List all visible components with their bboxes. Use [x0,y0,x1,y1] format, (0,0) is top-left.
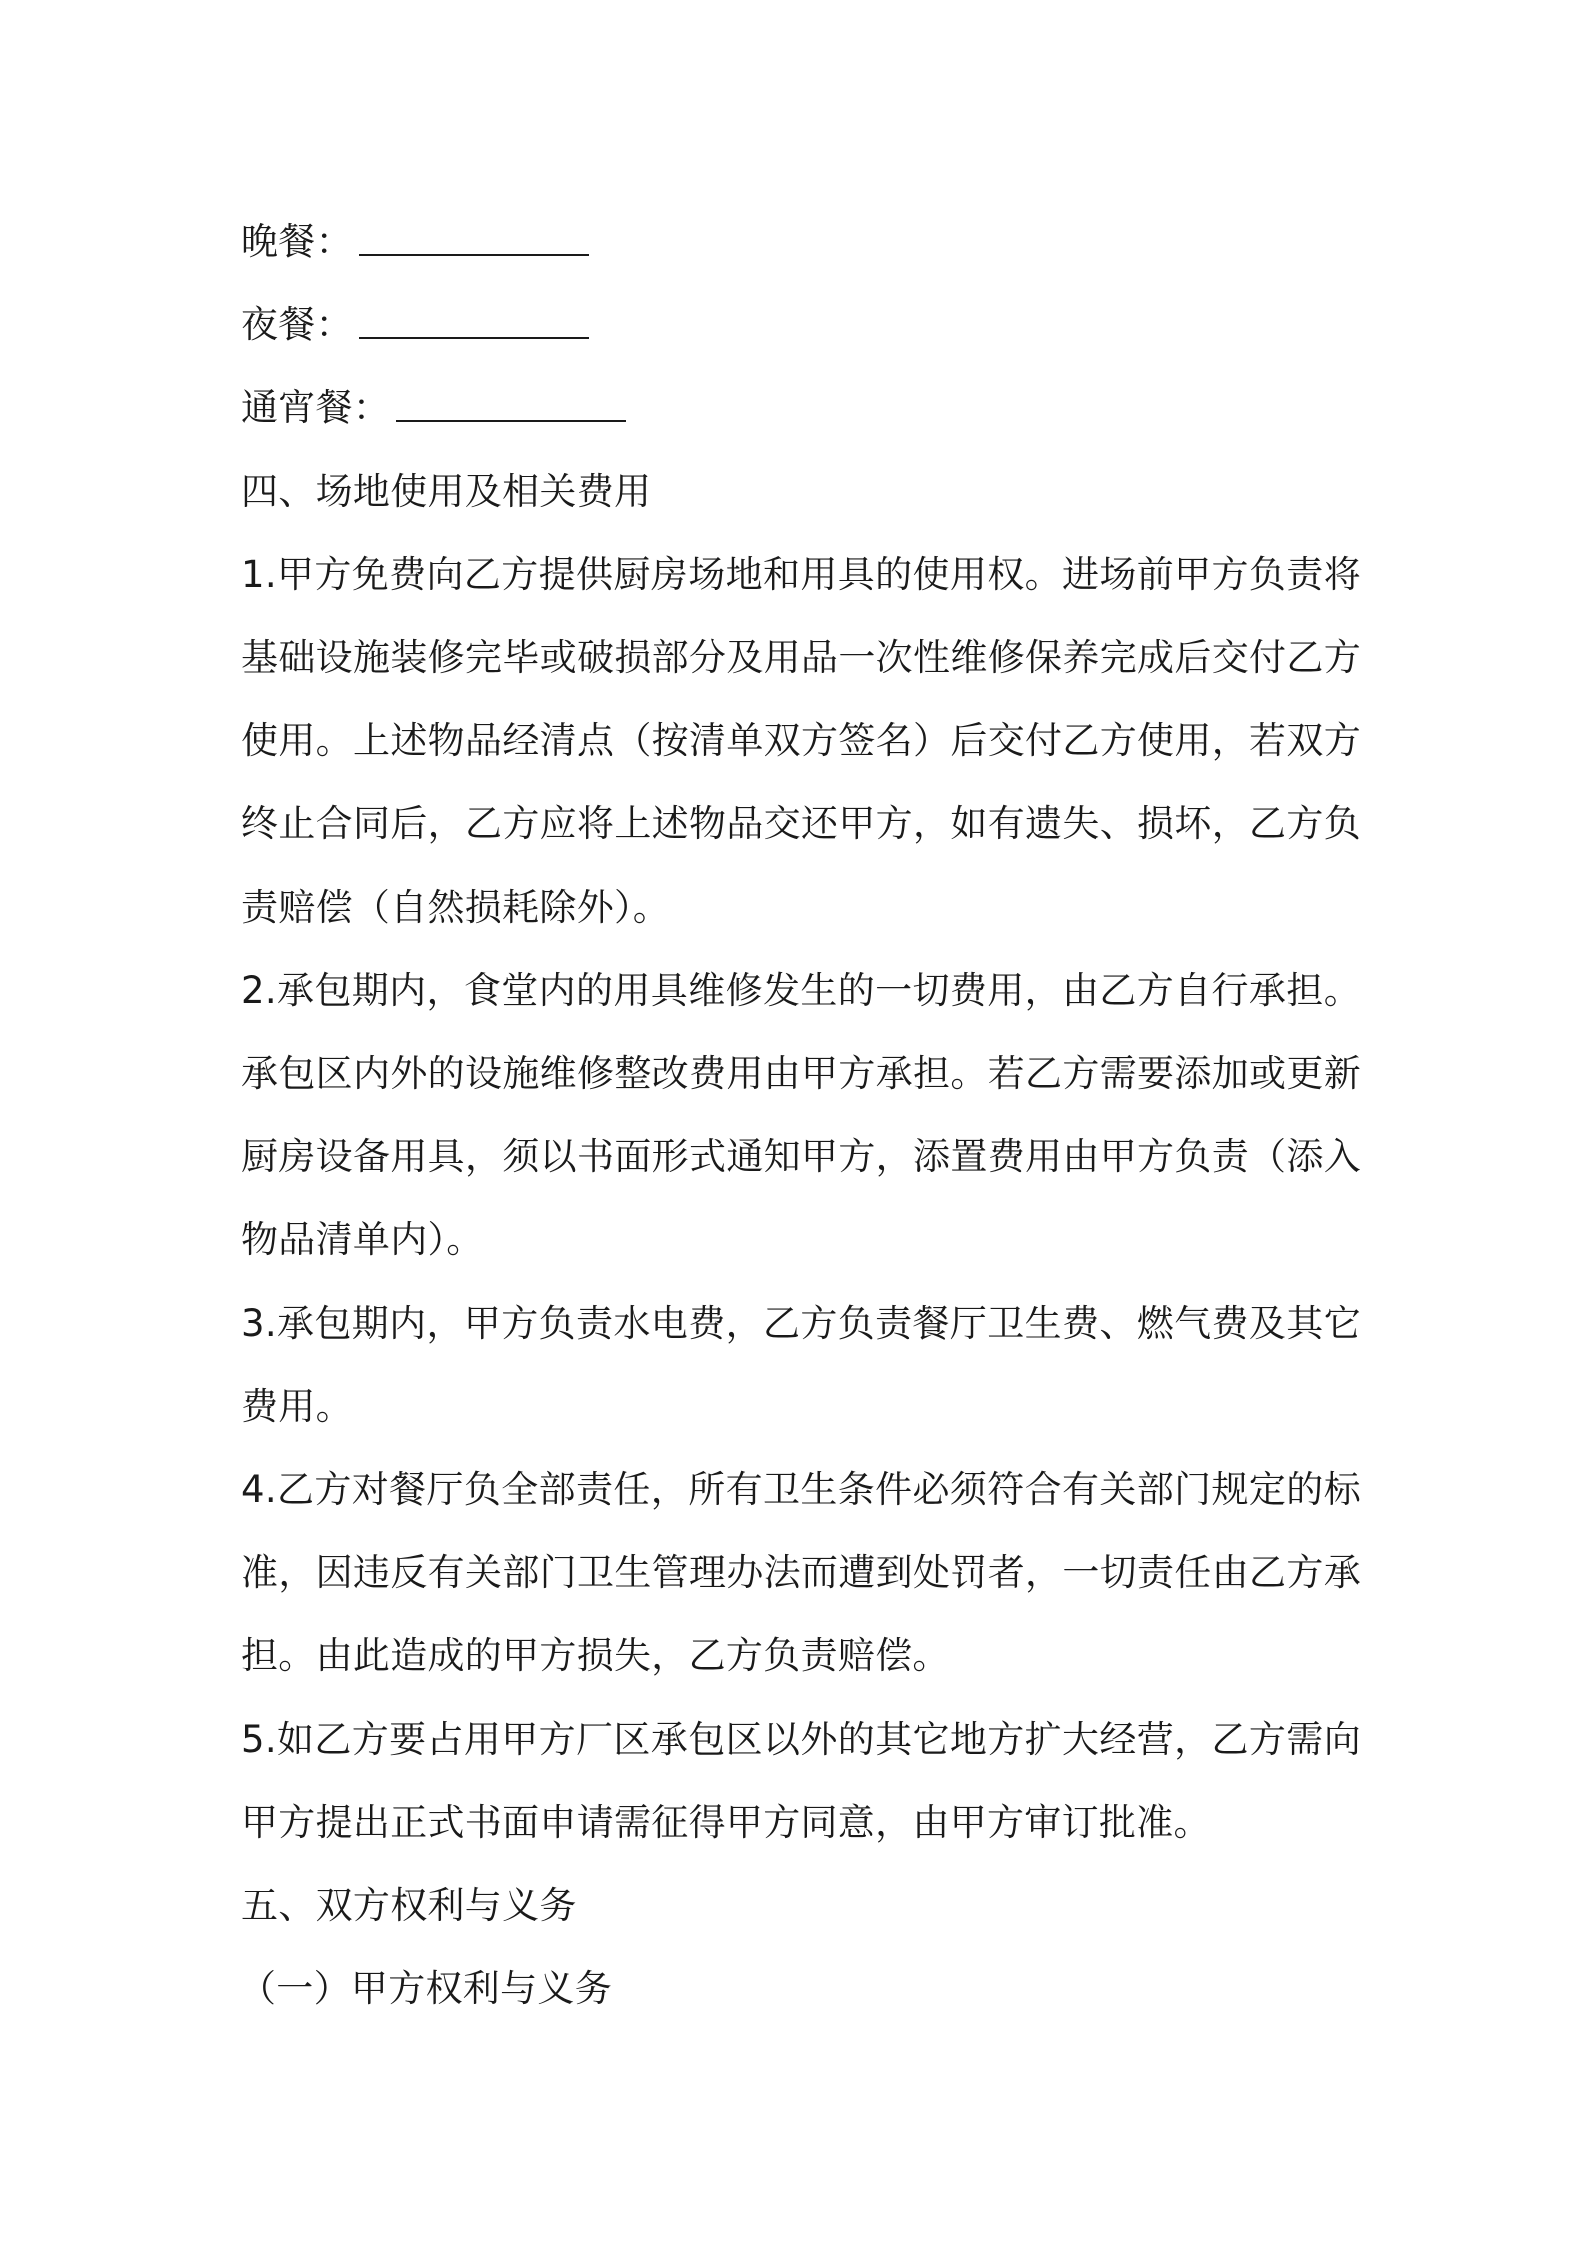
clause-4-1: 1.甲方免费向乙方提供厨房场地和用具的使用权。进场前甲方负责将基础设施装修完毕或破损部分及用品一次性维修保养完成后交付乙方使用。上述物品经清点（按清单双方签名）后交付乙方使用，若双方终止合同后，乙方应将上述物品交还甲方，如有遗失、损坏，乙方负责赔偿（自然损耗除外）。 [241,552,1361,929]
meal-blank-dinner [359,224,589,256]
meal-blank-night [359,307,589,339]
meal-label-dinner: 晚餐： [241,220,353,263]
section-5-subheading: （一）甲方权利与义务 [239,1967,612,2011]
section-5-heading: 五、双方权利与义务 [241,1884,577,1927]
meal-line-overnight [241,366,1361,449]
document-body [241,200,1361,2030]
clause-4-3: 3.承包期内，甲方负责水电费，乙方负责餐厅卫生费、燃气费及其它费用。 [241,1301,1361,1428]
clause-4-5: 5.如乙方要占用甲方厂区承包区以外的其它地方扩大经营，乙方需向甲方提出正式书面申请需征得甲方同意，由甲方审订批准。 [241,1717,1361,1844]
section-4-heading: 四、场地使用及相关费用 [241,469,652,513]
meal-label-night: 夜餐： [241,303,353,347]
meal-line-dinner [241,200,1361,283]
meal-label-overnight: 通宵餐： [241,386,391,430]
clause-4-2: 2.承包期内，食堂内的用具维修发生的一切费用，由乙方自行承担。承包区内外的设施维修整改费用由甲方承担。若乙方需要添加或更新厨房设备用具，须以书面形式通知甲方，添置费用由甲方负责（添入物品清单内）。 [241,968,1361,1262]
clause-4-4: 4.乙方对餐厅负全部责任，所有卫生条件必须符合有关部门规定的标准，因违反有关部门卫生管理办法而遭到处罚者，一切责任由乙方承担。由此造成的甲方损失，乙方负责赔偿。 [241,1467,1361,1678]
meal-blank-overnight [396,390,626,422]
meal-line-night [241,283,1361,366]
